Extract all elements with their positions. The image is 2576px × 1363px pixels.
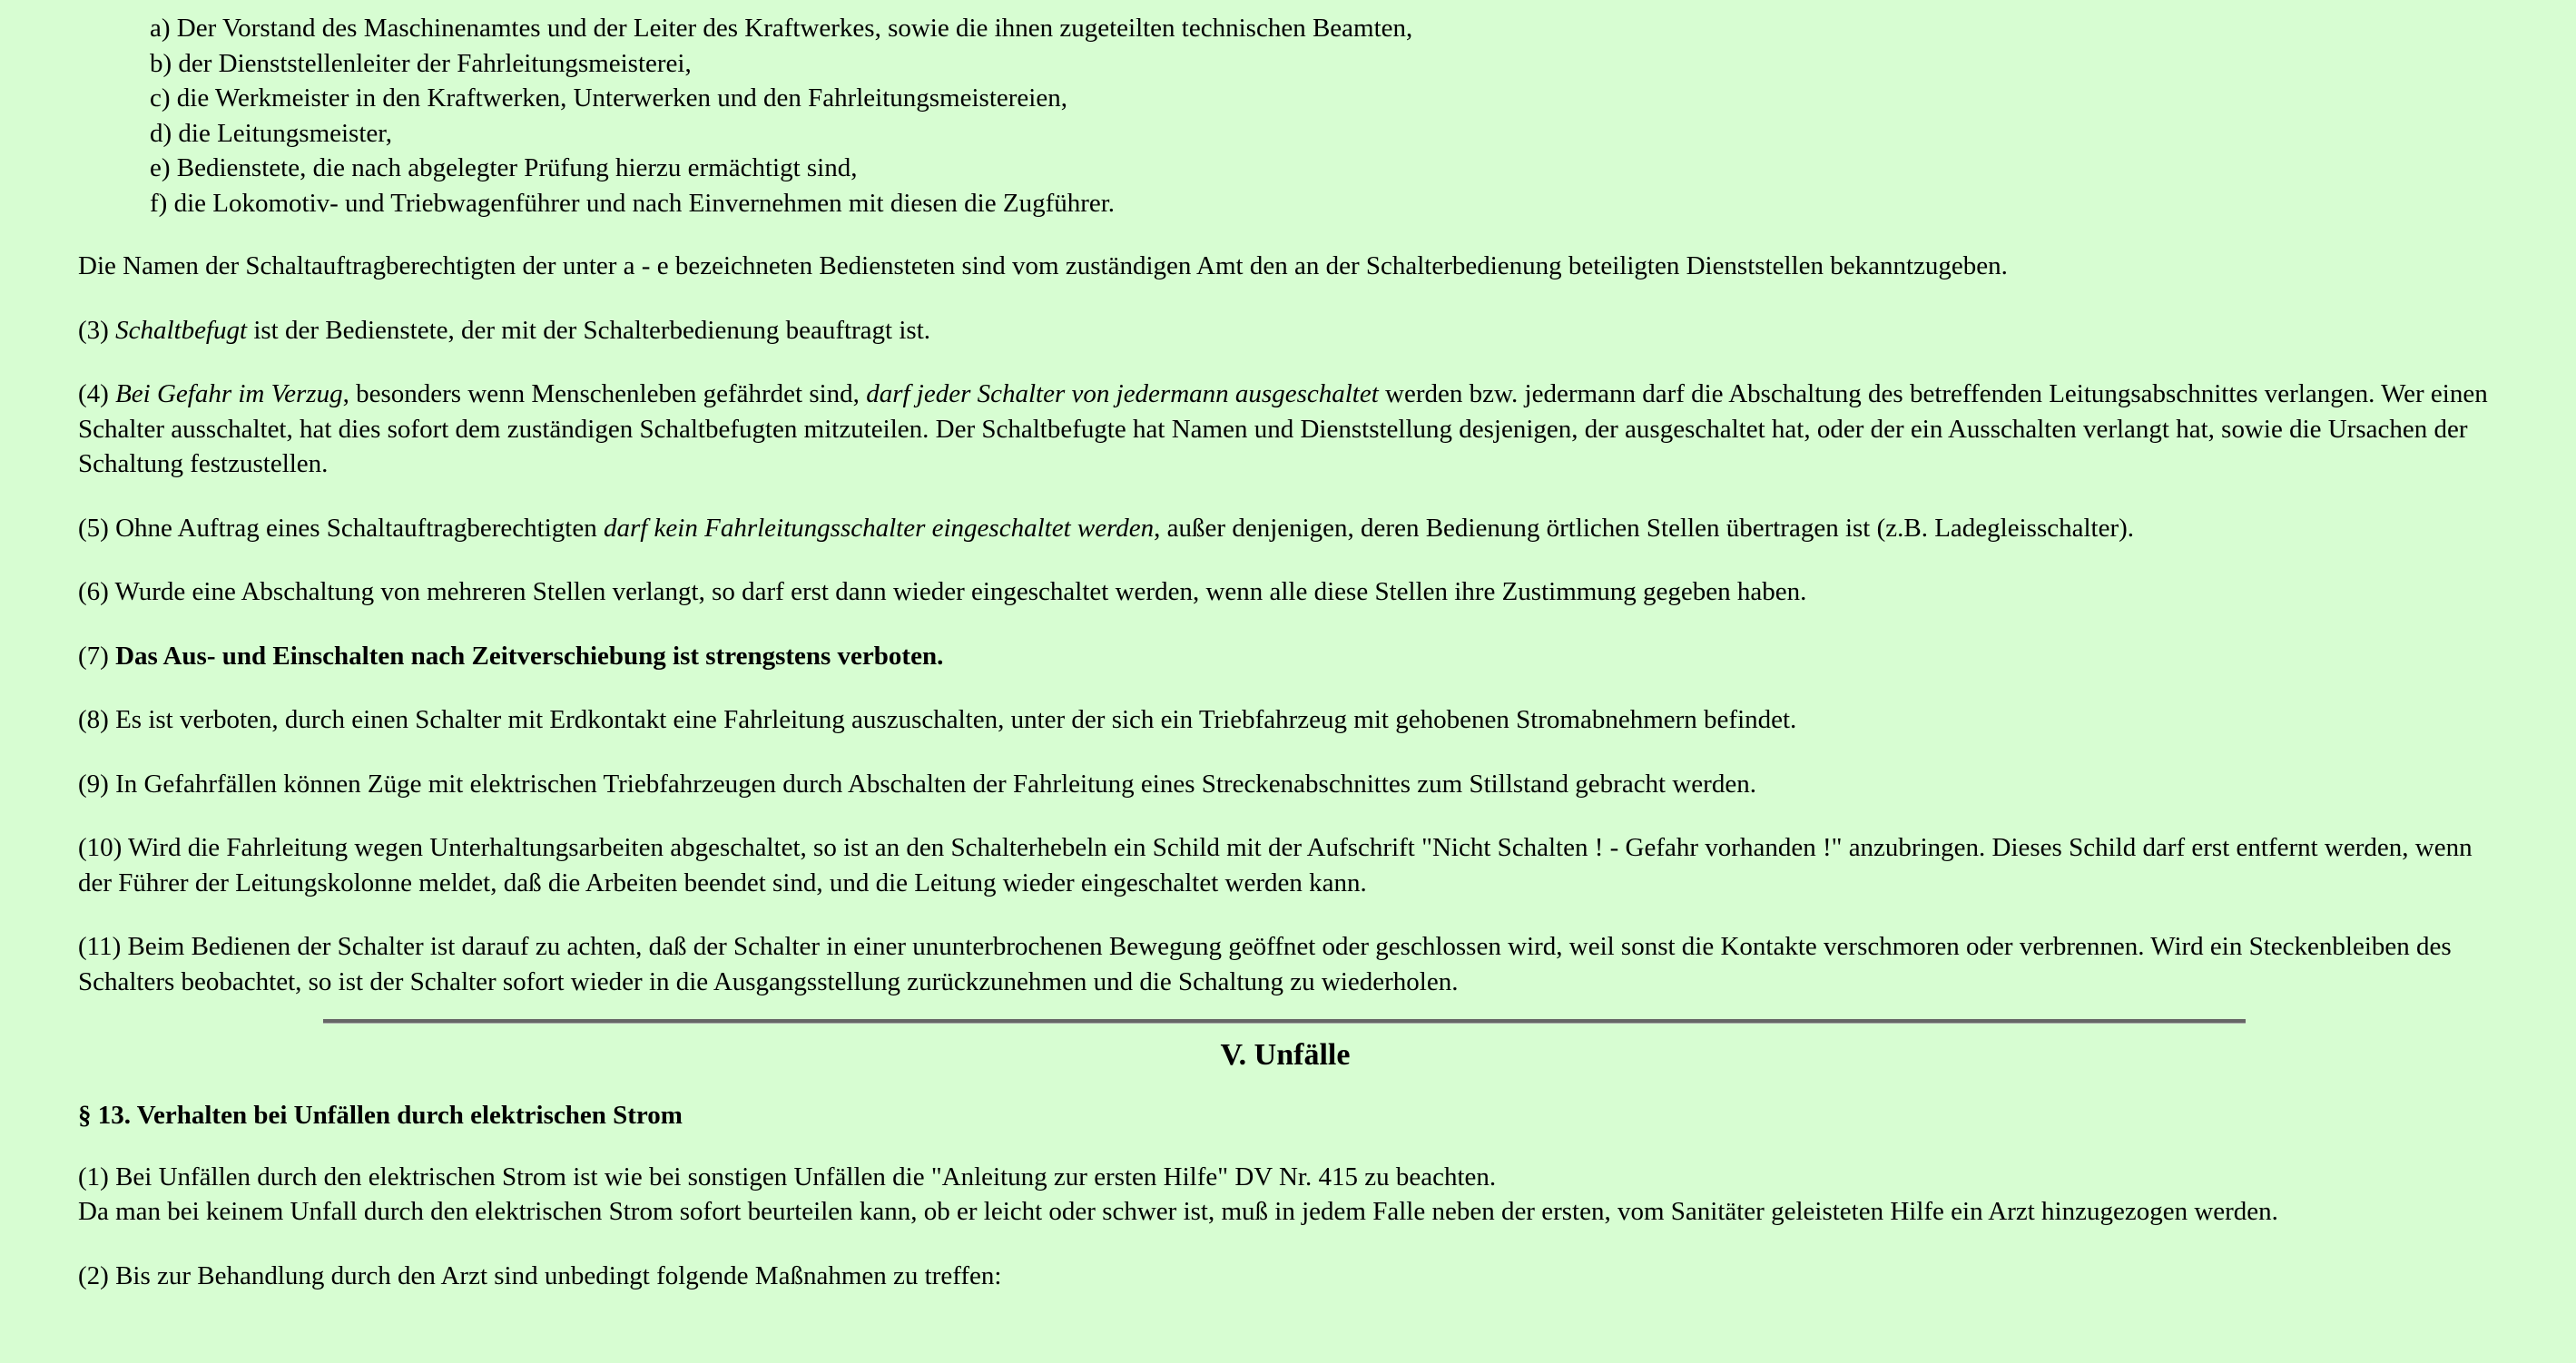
emphasis-gefahr: Bei Gefahr im Verzug: [115, 379, 343, 408]
paragraph-10: (10) Wird die Fahrleitung wegen Unterhaltungsarbeiten abgeschaltet, so ist an den Schalterhebeln ein Schild mit der Aufschrift "Nicht Schalten ! - Gefahr vorhanden !" anzubringen. Dieses Schild darf erst entfernt werden, wenn der Führer der Leitungskolonne meldet, daß die Arbeiten beendet sind, und die Leitung wieder eingeschaltet werden kann.: [78, 833, 2473, 897]
paragraph-11: (11) Beim Bedienen der Schalter ist darauf zu achten, daß der Schalter in einer ununterbrochenen Bewegung geöffnet oder geschlossen wird, weil sonst die Kontakte verschmoren oder verbrennen. Wird ein Steckenbleiben des Schalters beobachtet, so ist der Schalter sofort wieder in die Ausgangsstellung zurückzunehmen und die Schaltung zu wiederholen.: [78, 932, 2452, 996]
names-paragraph: Die Namen der Schaltauftragberechtigten der unter a - e bezeichneten Bediensteten sind vom zuständigen Amt den an der Schalterbedienung beteiligten Dienststellen bekanntzugeben.: [78, 251, 2008, 280]
paragraph-7: (7) Das Aus- und Einschalten nach Zeitverschiebung ist strengstens verboten.: [78, 641, 944, 671]
prohibition-bold: Das Aus- und Einschalten nach Zeitverschiebung ist strengstens verboten.: [115, 641, 944, 671]
s13-paragraph-2: (2) Bis zur Behandlung durch den Arzt sind unbedingt folgende Maßnahmen zu treffen:: [78, 1260, 1002, 1290]
s13-paragraph-1: (1) Bei Unfällen durch den elektrischen Strom ist wie bei sonstigen Unfällen die "Anleitung zur ersten Hilfe" DV Nr. 415 zu beachten. Da man bei keinem Unfall durch den elektrischen Strom sofort beurteilen kann, ob er leicht oder schwer ist, muß in jedem Falle neben der ersten, vom Sanitäter geleisteten Hilfe ein Arzt hinzugezogen werden.: [78, 1162, 2278, 1226]
paragraph-8: (8) Es ist verboten, durch einen Schalter mit Erdkontakt eine Fahrleitung auszuschalten, unter der sich ein Triebfahrzeug mit gehobenen Stromabnehmern befindet.: [78, 705, 1797, 734]
paragraph-5: (5) Ohne Auftrag eines Schaltauftragberechtigten darf kein Fahrleitungsschalter eingeschaltet werden, außer denjenigen, deren Bedienung örtlichen Stellen übertragen ist (z.B. Ladegleisschalter).: [78, 513, 2135, 543]
term-schaltbefugt: Schaltbefugt: [115, 315, 248, 345]
authorized-persons-list: [150, 11, 2511, 221]
list-item: e) Bedienstete, die nach abgelegter Prüfung hierzu ermächtigt sind,: [150, 153, 858, 182]
document-body: [78, 11, 2511, 1322]
emphasis-kein-schalter: darf kein Fahrleitungsschalter eingeschaltet werden: [603, 513, 1155, 543]
paragraph-6: (6) Wurde eine Abschaltung von mehreren Stellen verlangt, so darf erst dann wieder eingeschaltet werden, wenn alle diese Stellen ihre Zustimmung gegeben haben.: [78, 577, 1807, 606]
subsection-heading: § 13. Verhalten bei Unfällen durch elektrischen Strom: [78, 1101, 683, 1130]
paragraph-3: (3) Schaltbefugt ist der Bedienstete, der mit der Schalterbedienung beauftragt ist.: [78, 315, 931, 345]
section-divider: [323, 1019, 2246, 1024]
list-item: f) die Lokomotiv- und Triebwagenführer und nach Einvernehmen mit diesen die Zugführer.: [150, 188, 1116, 218]
list-item: d) die Leitungsmeister,: [150, 118, 393, 148]
emphasis-jeder-schalter: darf jeder Schalter von jedermann ausgeschaltet: [866, 379, 1379, 408]
paragraph-9: (9) In Gefahrfällen können Züge mit elektrischen Triebfahrzeugen durch Abschalten der Fahrleitung eines Streckenabschnittes zum Stillstand gebracht werden.: [78, 769, 1756, 799]
list-item: b) der Dienststellenleiter der Fahrleitungsmeisterei,: [150, 48, 692, 78]
paragraph-4: (4) Bei Gefahr im Verzug, besonders wenn Menschenleben gefährdet sind, darf jeder Schalter von jedermann ausgeschaltet werden bzw. jedermann darf die Abschaltung des betreffenden Leitungsabschnittes verlangen. Wer einen Schalter ausschaltet, hat dies sofort dem zuständigen Schaltbefugten mitzuteilen. Der Schaltbefugte hat Namen und Dienststellung desjenigen, der ausgeschaltet hat, oder der ein Ausschalten verlangt hat, sowie die Ursachen der Schaltung festzustellen.: [78, 379, 2488, 478]
list-item: c) die Werkmeister in den Kraftwerken, Unterwerken und den Fahrleitungsmeistereien,: [150, 83, 1067, 113]
list-item: a) Der Vorstand des Maschinenamtes und der Leiter des Kraftwerkes, sowie die ihnen zugeteilten technischen Beamten,: [150, 14, 1413, 43]
section-heading: V. Unfälle: [1220, 1038, 1351, 1072]
